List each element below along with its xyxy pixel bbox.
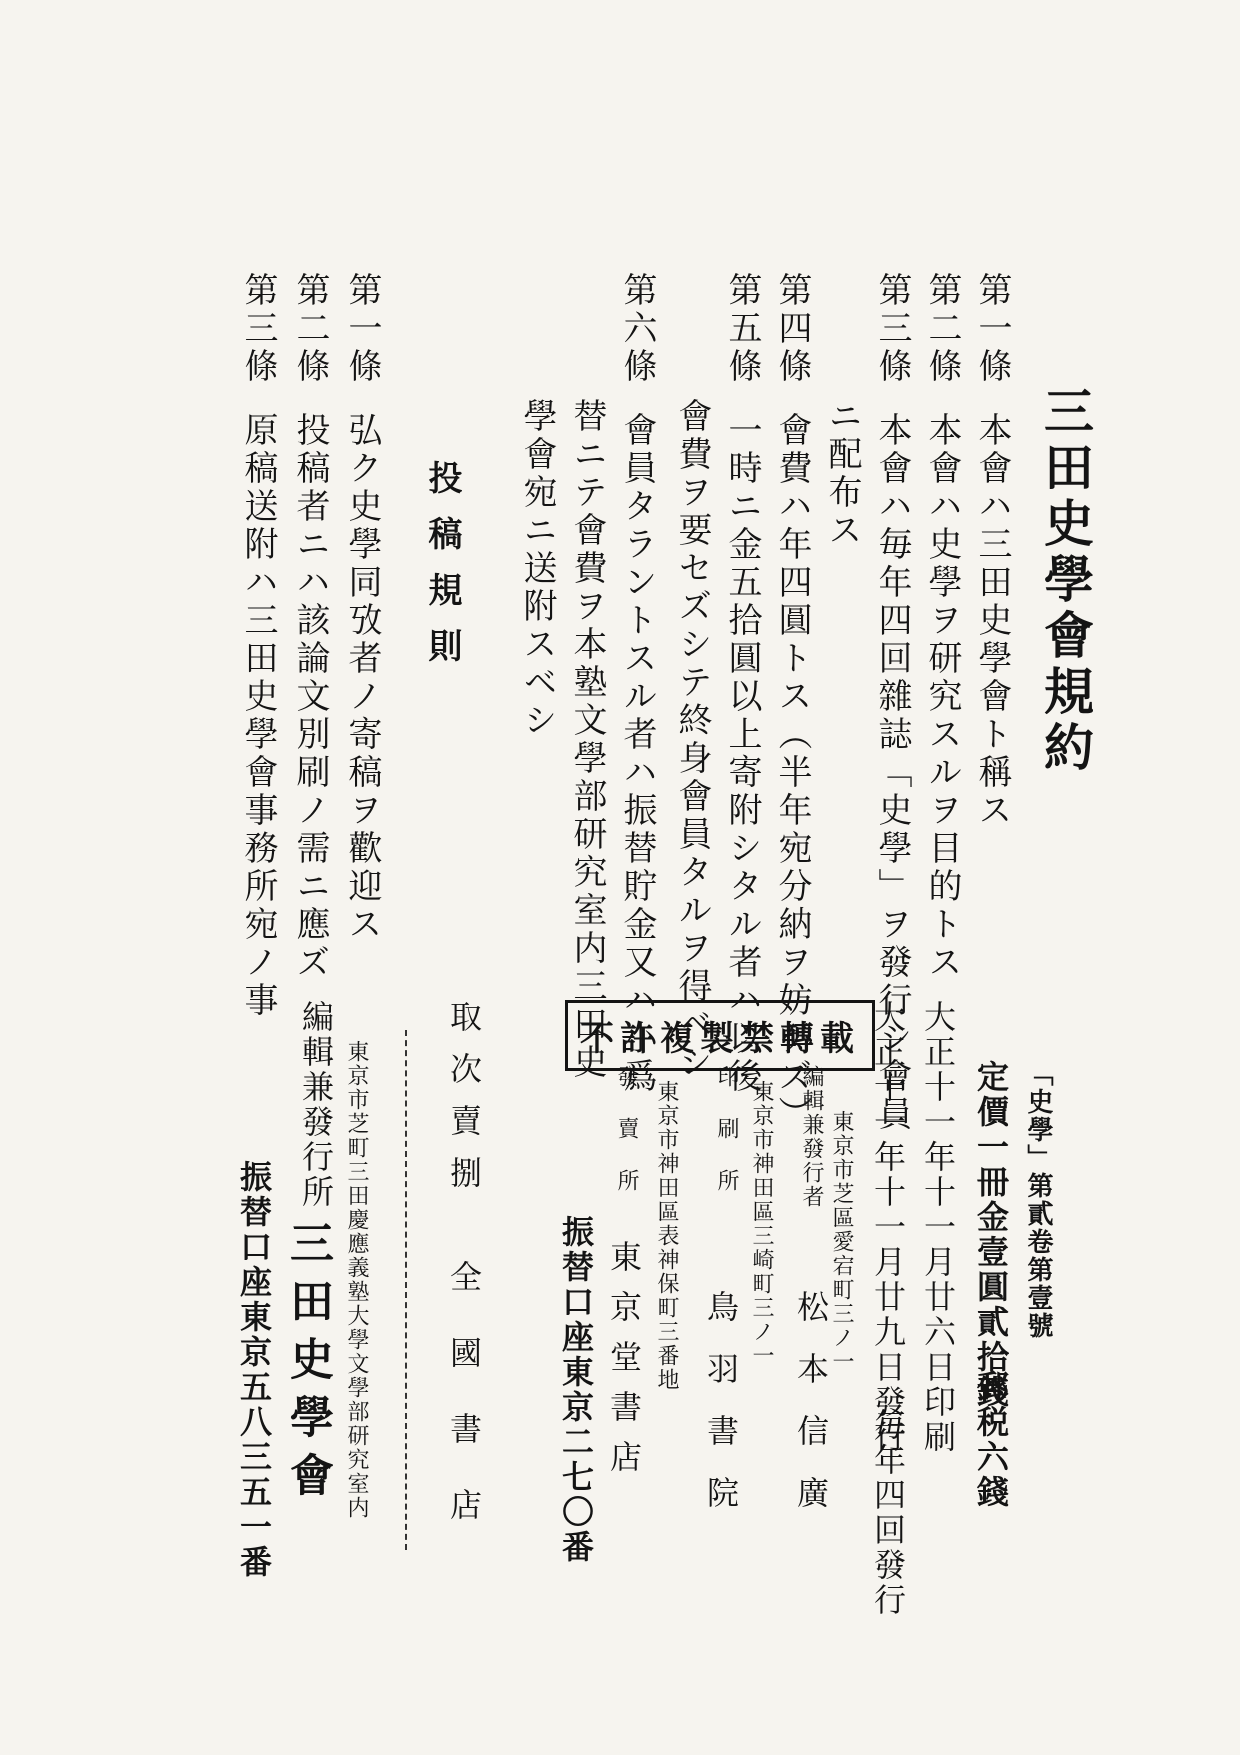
price: 定價一冊金壹圓貳拾錢: [972, 1060, 1010, 1410]
publisher-label: 編輯兼發行所: [297, 1000, 335, 1210]
article-label: 第三條: [238, 272, 278, 386]
regulations-title: 三田史學會規約: [1036, 385, 1095, 777]
seller-label: 發賣所: [614, 1065, 639, 1221]
submission-article-2: [290, 272, 330, 982]
publisher-account: 振替口座東京五八三五一番: [235, 1160, 273, 1580]
seller-address: 東京市神田區表神保町三番地: [654, 1080, 679, 1392]
distributor-name: 全國書店: [445, 1260, 483, 1564]
article-6: [617, 272, 657, 1096]
distributor-label: 取次賣捌: [445, 1000, 483, 1208]
article-label: 第一條: [342, 272, 382, 386]
article-text: 會員タラントスル者ハ振替貯金又ハ小爲: [617, 412, 657, 1096]
article-2: [922, 272, 962, 982]
article-text: 弘ク史學同攷者ノ寄稿ヲ歡迎ス: [342, 412, 382, 944]
article-1: [972, 272, 1012, 830]
reproduction-notice: 不許複製禁轉載: [580, 1019, 860, 1059]
article-text: 會費ハ年四圓トス（半年宛分納ヲ妨ゲズ）: [772, 412, 812, 1134]
printer-address: 東京市神田區三崎町三ノ一: [749, 1080, 774, 1368]
reproduction-notice-box: [565, 1000, 875, 1071]
article-text: 投稿者ニハ該論文別刷ノ需ニ應ズ: [290, 412, 330, 982]
editor-name: 松本信廣: [792, 1290, 830, 1538]
published-date: 大正十一年十一月廿九日發行: [869, 1000, 907, 1455]
article-text: 原稿送附ハ三田史學會事務所宛ノ事: [238, 412, 278, 1020]
article-5-continuation: 會費ヲ要セズシテ終身會員タルヲ得ベシ: [672, 398, 712, 1082]
publisher-name: 三田史學會: [282, 1220, 333, 1510]
article-label: 第二條: [922, 272, 962, 386]
printer-label: 印刷所: [714, 1065, 739, 1221]
article-3-continuation: ニ配布ス: [822, 398, 862, 550]
seller-account: 振替口座東京二七〇番: [557, 1215, 595, 1565]
article-label: 第五條: [722, 272, 762, 386]
publication-frequency: 毎年四回發行: [869, 1408, 907, 1618]
article-text: 本會ハ毎年四回雜誌「史學」ヲ發行シ會員: [872, 412, 912, 1134]
article-label: 第六條: [617, 272, 657, 386]
article-label: 第四條: [772, 272, 812, 386]
article-6-continuation: 替ニテ會費ヲ本塾文學部研究室内三田史: [567, 398, 607, 1082]
article-label: 第二條: [290, 272, 330, 386]
submission-article-3: [238, 272, 278, 1020]
article-6-continuation-2: 學會宛ニ送附スベシ: [517, 398, 557, 740]
seller-name: 東京堂書店: [605, 1240, 643, 1490]
postage: 郵税六錢: [972, 1370, 1010, 1510]
journal-issue: 「史學」第貳卷第壹號: [1023, 1060, 1053, 1340]
submission-article-1: [342, 272, 382, 944]
editor-address: 東京市芝區愛宕町三ノ一: [829, 1110, 854, 1374]
article-text: 本會ハ三田史學會ト稱ス: [972, 412, 1012, 830]
article-text: 本會ハ史學ヲ研究スルヲ目的トス: [922, 412, 962, 982]
printer-name: 鳥羽書院: [702, 1290, 740, 1538]
article-label: 第三條: [872, 272, 912, 386]
submission-rules-title: 投稿規則: [422, 460, 462, 684]
article-label: 第一條: [972, 272, 1012, 386]
editor-label: 編輯兼發行者: [799, 1065, 824, 1209]
colophon-divider: [405, 1030, 407, 1550]
printed-date: 大正十一年十一月廿六日印刷: [919, 1000, 957, 1455]
article-text: 一時ニ金五拾圓以上寄附シタル者ハ以後: [722, 412, 762, 1096]
article-5: [722, 272, 762, 1096]
publisher-address: 東京市芝町三田慶應義塾大學文學部研究室内: [344, 1040, 369, 1520]
